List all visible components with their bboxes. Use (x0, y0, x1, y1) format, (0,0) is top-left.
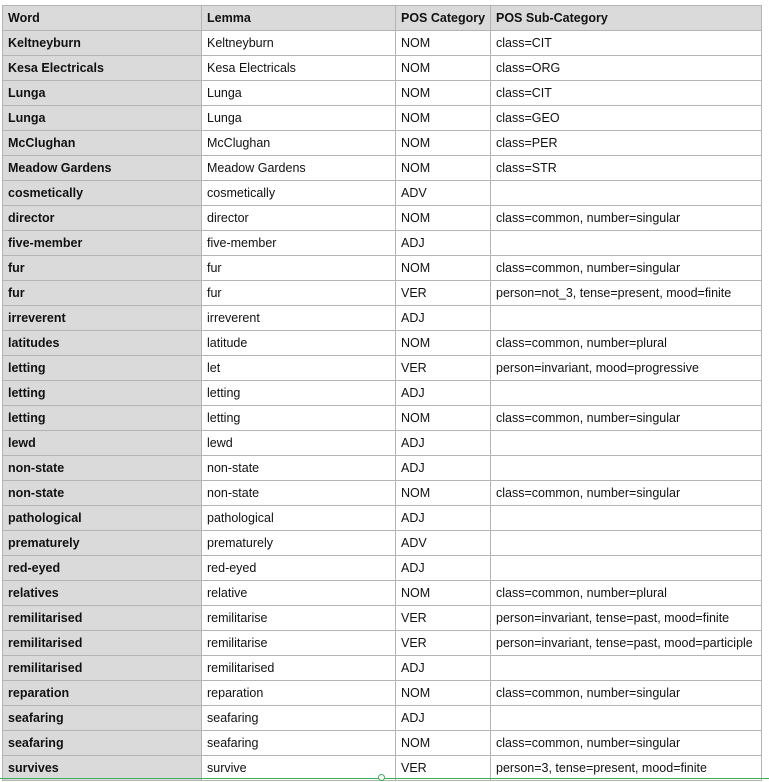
cell-pos-sub-category[interactable]: class=CIT (491, 81, 762, 106)
table-row (3, 306, 762, 331)
resize-handle[interactable] (378, 774, 385, 781)
cell-pos-category[interactable]: NOM (396, 481, 491, 506)
cell-pos-sub-category[interactable] (491, 706, 762, 731)
table-row (3, 56, 762, 81)
cell-word[interactable]: non-state (3, 456, 202, 481)
table-row (3, 431, 762, 456)
cell-word[interactable]: fur (3, 256, 202, 281)
table-row (3, 506, 762, 531)
cell-pos-sub-category[interactable] (491, 456, 762, 481)
cell-word[interactable]: cosmetically (3, 181, 202, 206)
cell-word[interactable]: fur (3, 281, 202, 306)
cell-lemma[interactable]: Kesa Electricals (202, 56, 396, 81)
cell-pos-category[interactable]: NOM (396, 81, 491, 106)
cell-word[interactable]: relatives (3, 581, 202, 606)
cell-pos-sub-category[interactable] (491, 431, 762, 456)
cell-word[interactable]: remilitarised (3, 631, 202, 656)
table-row (3, 456, 762, 481)
cell-pos-sub-category[interactable]: class=common, number=singular (491, 681, 762, 706)
cell-pos-sub-category[interactable] (491, 181, 762, 206)
column-header-pos-category[interactable]: POS Category (396, 6, 491, 31)
lexicon-table (2, 5, 762, 781)
table-row (3, 731, 762, 756)
cell-lemma[interactable]: McClughan (202, 131, 396, 156)
cell-lemma[interactable]: let (202, 356, 396, 381)
cell-pos-category[interactable]: VER (396, 281, 491, 306)
table-row (3, 231, 762, 256)
spreadsheet (2, 5, 761, 781)
cell-pos-category[interactable]: NOM (396, 256, 491, 281)
table-body (3, 31, 762, 781)
cell-pos-category[interactable]: ADJ (396, 556, 491, 581)
cell-word[interactable]: latitudes (3, 331, 202, 356)
cell-lemma[interactable]: letting (202, 381, 396, 406)
cell-pos-sub-category[interactable]: class=GEO (491, 106, 762, 131)
cell-lemma[interactable]: seafaring (202, 731, 396, 756)
cell-lemma[interactable]: non-state (202, 456, 396, 481)
cell-pos-sub-category[interactable]: class=PER (491, 131, 762, 156)
cell-pos-sub-category[interactable] (491, 531, 762, 556)
cell-pos-sub-category[interactable]: person=3, tense=present, mood=finite (491, 756, 762, 781)
cell-pos-category[interactable]: NOM (396, 731, 491, 756)
cell-pos-sub-category[interactable]: class=ORG (491, 56, 762, 81)
cell-pos-category[interactable]: NOM (396, 106, 491, 131)
cell-lemma[interactable]: remilitarised (202, 656, 396, 681)
cell-word[interactable]: five-member (3, 231, 202, 256)
table-row (3, 156, 762, 181)
cell-lemma[interactable]: pathological (202, 506, 396, 531)
table-row (3, 381, 762, 406)
table-row (3, 681, 762, 706)
cell-lemma[interactable]: remilitarise (202, 606, 396, 631)
table-row (3, 31, 762, 56)
cell-pos-sub-category[interactable] (491, 306, 762, 331)
cell-pos-category[interactable]: ADJ (396, 381, 491, 406)
cell-word[interactable]: McClughan (3, 131, 202, 156)
cell-pos-category[interactable]: NOM (396, 31, 491, 56)
cell-pos-category[interactable]: ADJ (396, 656, 491, 681)
cell-lemma[interactable]: Meadow Gardens (202, 156, 396, 181)
cell-pos-category[interactable]: ADV (396, 531, 491, 556)
table-row (3, 656, 762, 681)
cell-pos-category[interactable]: ADJ (396, 706, 491, 731)
cell-pos-category[interactable]: NOM (396, 156, 491, 181)
cell-lemma[interactable]: remilitarise (202, 631, 396, 656)
cell-word[interactable]: letting (3, 406, 202, 431)
cell-lemma[interactable]: five-member (202, 231, 396, 256)
table-row (3, 356, 762, 381)
cell-pos-category[interactable]: ADV (396, 181, 491, 206)
table-row (3, 406, 762, 431)
cell-pos-category[interactable]: NOM (396, 206, 491, 231)
cell-pos-category[interactable]: NOM (396, 681, 491, 706)
cell-word[interactable]: red-eyed (3, 556, 202, 581)
table-row (3, 631, 762, 656)
table-row (3, 581, 762, 606)
cell-word[interactable]: Kesa Electricals (3, 56, 202, 81)
cell-word[interactable]: letting (3, 381, 202, 406)
cell-lemma[interactable]: Lunga (202, 81, 396, 106)
cell-lemma[interactable]: director (202, 206, 396, 231)
cell-pos-sub-category[interactable]: class=common, number=singular (491, 406, 762, 431)
cell-pos-sub-category[interactable]: person=not_3, tense=present, mood=finite (491, 281, 762, 306)
cell-pos-category[interactable]: VER (396, 356, 491, 381)
cell-lemma[interactable]: relative (202, 581, 396, 606)
cell-pos-category[interactable]: VER (396, 756, 491, 781)
cell-lemma[interactable]: lewd (202, 431, 396, 456)
cell-pos-category[interactable]: ADJ (396, 231, 491, 256)
cell-word[interactable]: Keltneyburn (3, 31, 202, 56)
column-header-word[interactable]: Word (3, 6, 202, 31)
cell-lemma[interactable]: irreverent (202, 306, 396, 331)
table-row (3, 206, 762, 231)
cell-pos-category[interactable]: VER (396, 631, 491, 656)
cell-word[interactable]: Lunga (3, 106, 202, 131)
cell-pos-sub-category[interactable]: class=common, number=singular (491, 731, 762, 756)
cell-pos-category[interactable]: NOM (396, 406, 491, 431)
cell-lemma[interactable]: non-state (202, 481, 396, 506)
table-row (3, 481, 762, 506)
cell-lemma[interactable]: reparation (202, 681, 396, 706)
table-row (3, 131, 762, 156)
cell-word[interactable]: pathological (3, 506, 202, 531)
cell-pos-sub-category[interactable]: class=common, number=singular (491, 206, 762, 231)
cell-lemma[interactable]: prematurely (202, 531, 396, 556)
table-row (3, 531, 762, 556)
cell-pos-sub-category[interactable]: person=invariant, tense=past, mood=participle (491, 631, 762, 656)
cell-word[interactable]: remilitarised (3, 606, 202, 631)
cell-lemma[interactable]: cosmetically (202, 181, 396, 206)
cell-pos-sub-category[interactable] (491, 656, 762, 681)
cell-pos-sub-category[interactable]: class=STR (491, 156, 762, 181)
cell-word[interactable]: prematurely (3, 531, 202, 556)
cell-lemma[interactable]: survive (202, 756, 396, 781)
cell-pos-sub-category[interactable] (491, 381, 762, 406)
cell-pos-sub-category[interactable]: class=CIT (491, 31, 762, 56)
cell-word[interactable]: irreverent (3, 306, 202, 331)
cell-pos-category[interactable]: ADJ (396, 306, 491, 331)
table-row (3, 256, 762, 281)
column-header-pos-sub-category[interactable]: POS Sub-Category (491, 6, 762, 31)
cell-word[interactable]: non-state (3, 481, 202, 506)
cell-pos-sub-category[interactable]: class=common, number=singular (491, 256, 762, 281)
cell-pos-sub-category[interactable] (491, 506, 762, 531)
cell-word[interactable]: letting (3, 356, 202, 381)
cell-pos-category[interactable]: VER (396, 606, 491, 631)
cell-pos-category[interactable]: NOM (396, 331, 491, 356)
cell-pos-sub-category[interactable] (491, 556, 762, 581)
cell-pos-sub-category[interactable]: class=common, number=plural (491, 581, 762, 606)
table-row (3, 556, 762, 581)
cell-word[interactable]: director (3, 206, 202, 231)
table-row (3, 706, 762, 731)
table-row (3, 81, 762, 106)
header-row (3, 6, 762, 31)
table-row (3, 606, 762, 631)
cell-lemma[interactable]: Keltneyburn (202, 31, 396, 56)
cell-pos-category[interactable]: NOM (396, 131, 491, 156)
cell-pos-sub-category[interactable]: class=common, number=plural (491, 331, 762, 356)
cell-word[interactable]: reparation (3, 681, 202, 706)
cell-word[interactable]: Meadow Gardens (3, 156, 202, 181)
cell-word[interactable]: Lunga (3, 81, 202, 106)
cell-lemma[interactable]: latitude (202, 331, 396, 356)
cell-lemma[interactable]: fur (202, 281, 396, 306)
cell-pos-sub-category[interactable]: class=common, number=singular (491, 481, 762, 506)
cell-pos-category[interactable]: ADJ (396, 431, 491, 456)
table-row (3, 181, 762, 206)
cell-lemma[interactable]: seafaring (202, 706, 396, 731)
cell-pos-category[interactable]: NOM (396, 581, 491, 606)
table-row (3, 331, 762, 356)
cell-pos-category[interactable]: ADJ (396, 506, 491, 531)
cell-lemma[interactable]: Lunga (202, 106, 396, 131)
cell-word[interactable]: lewd (3, 431, 202, 456)
cell-lemma[interactable]: red-eyed (202, 556, 396, 581)
column-header-lemma[interactable]: Lemma (202, 6, 396, 31)
cell-lemma[interactable]: letting (202, 406, 396, 431)
table-row (3, 281, 762, 306)
cell-word[interactable]: seafaring (3, 731, 202, 756)
cell-pos-category[interactable]: ADJ (396, 456, 491, 481)
cell-word[interactable]: remilitarised (3, 656, 202, 681)
cell-pos-category[interactable]: NOM (396, 56, 491, 81)
cell-pos-sub-category[interactable] (491, 231, 762, 256)
cell-word[interactable]: seafaring (3, 706, 202, 731)
cell-pos-sub-category[interactable]: person=invariant, mood=progressive (491, 356, 762, 381)
cell-word[interactable]: survives (3, 756, 202, 781)
table-row (3, 106, 762, 131)
cell-pos-sub-category[interactable]: person=invariant, tense=past, mood=finite (491, 606, 762, 631)
cell-lemma[interactable]: fur (202, 256, 396, 281)
